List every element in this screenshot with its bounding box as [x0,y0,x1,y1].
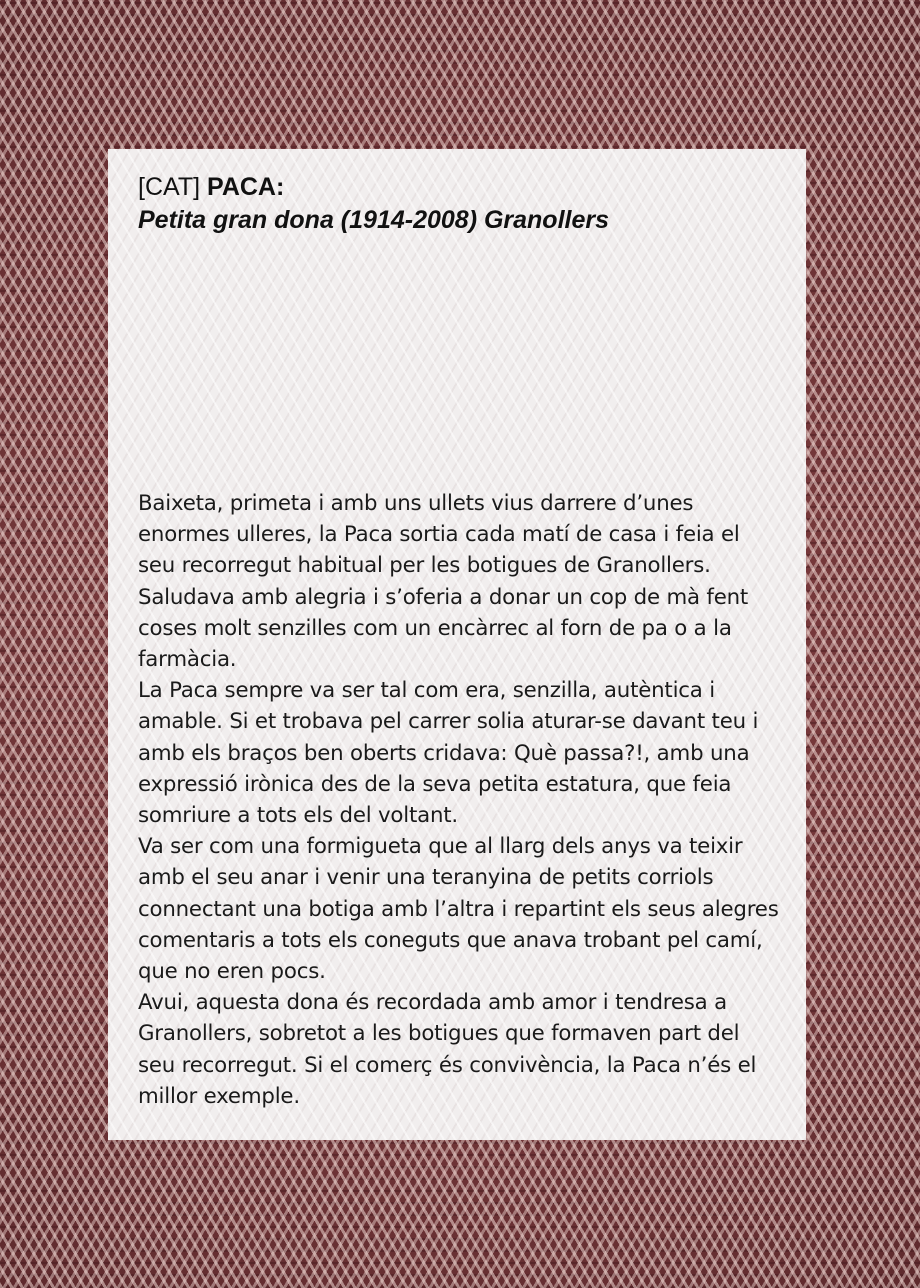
subtitle: Petita gran dona (1914-2008) Granollers [138,206,610,234]
text-panel [108,149,806,1140]
page-title: PACA: [207,173,285,201]
title-block [138,171,609,237]
body-text [138,488,783,1112]
paragraph: La Paca sempre va ser tal com era, senzilla, autèntica i amable. Si et trobava pel carrer solia aturar-se davant teu i amb els braços ben oberts cridava: Què passa?!, amb una expressió irònica des de la seva petita estatura, que feia somriure a tots els del voltant. [138,678,759,829]
paragraph: Avui, aquesta dona és recordada amb amor i tendresa a Granollers, sobretot a les botigues que formaven part del seu recorregut. Si el comerç és convivència, la Paca n’és el millor exemple. [138,990,757,1109]
paragraph: Va ser com una formigueta que al llarg dels anys va teixir amb el seu anar i venir una teranyina de petits corriols connectant una botiga amb l’altra i repartint els seus alegres comentaris a tots els coneguts que anava trobant pel camí, que no eren pocs. [138,834,779,985]
language-tag: [CAT] [138,173,201,201]
paragraph: Baixeta, primeta i amb uns ullets vius darrere d’unes enormes ulleres, la Paca sortia cada matí de casa i feia el seu recorregut habitual per les botigues de Granollers. Saludava amb alegria i s’oferia a donar un cop de mà fent coses molt senzilles com un encàrrec al forn de pa o a la farmàcia. [138,491,749,673]
